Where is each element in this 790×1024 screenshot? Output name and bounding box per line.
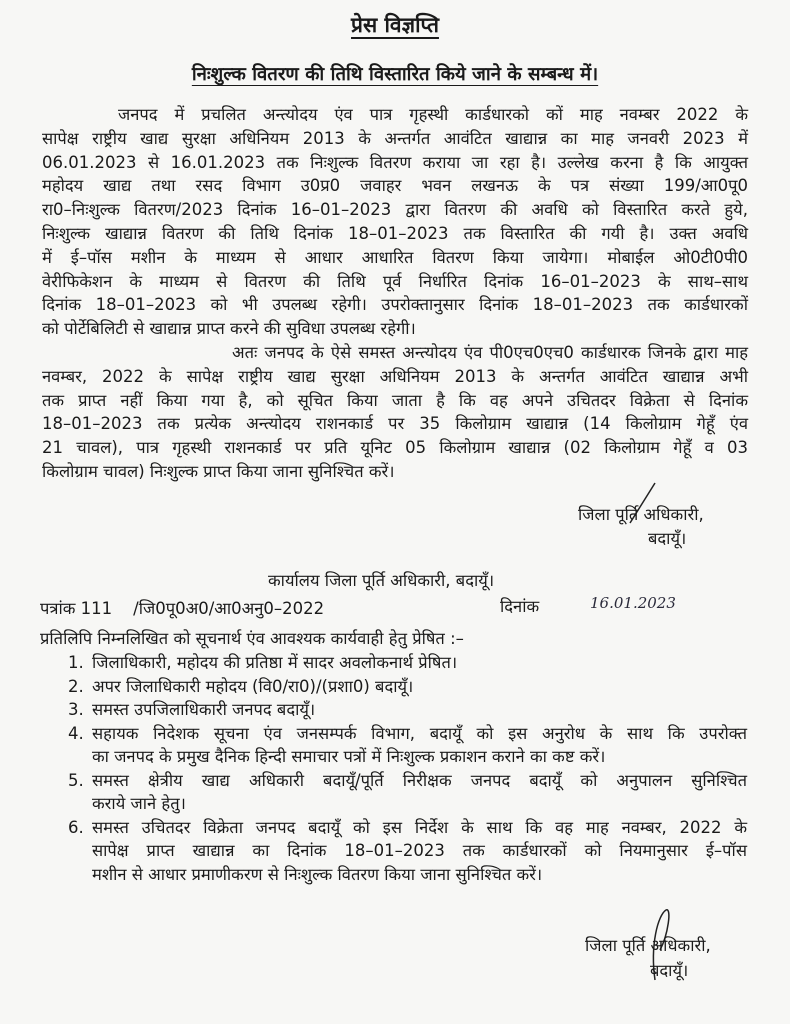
list-item-line: कराये जाने हेतु।: [92, 794, 186, 813]
paragraph-line: 21 चावल), पात्र गृहस्थी राशनकार्ड पर प्रति यूनिट 05 किलोग्राम खाद्यान्न (02 किलोग्राम गेहूँ व 03: [42, 438, 748, 458]
list-number: 4.: [68, 723, 84, 743]
date-label: दिनांक: [500, 597, 540, 616]
list-item-line: समस्त उपजिलाधिकारी जनपद बदायूँ।: [92, 700, 316, 719]
paragraph-line: नवम्बर, 2022 के सापेक्ष राष्ट्रीय खाद्य सुरक्षा अधिनियम 2013 के अन्तर्गत आवंटित खाद्यान्न अभी: [42, 366, 748, 386]
list-item-line: जिलाधिकारी, महोदय की प्रतिष्ठा में सादर अवलोकनार्थ प्रेषित।: [92, 653, 458, 672]
paragraph-line: जनपद में प्रचलित अन्त्योदय एंव पात्र गृहस्थी कार्डधारको कों माह नवम्बर 2022 के: [118, 105, 748, 124]
paragraph-line: किलोग्राम चावल) निःशुल्क प्राप्त किया जाना सुनिश्चित करें।: [42, 462, 395, 481]
signature-1-designation: जिला पूर्ति अधिकारी,: [578, 505, 704, 524]
list-item-line: समस्त क्षेत्रीय खाद्य अधिकारी बदायूँ/पूर्ति निरीक्षक जनपद बदायूँ को अनुपालन सुनिश्चित: [92, 770, 747, 790]
paragraph-line: निःशुल्क खाद्यान्न वितरण की तिथि दिनांक 18–01–2023 तक विस्तारित की गयी है। उक्त अवधि: [42, 224, 748, 243]
signature-2-place: बदायूँ।: [650, 961, 689, 980]
paragraph-line: 18–01–2023 तक प्रत्येक अन्त्योदय राशनकार्ड पर 35 किलोग्राम खाद्यान्न (14 किलोग्राम गेहूँ एंव: [42, 414, 748, 434]
list-item-line: सहायक निदेशक सूचना एंव जनसम्पर्क विभाग, बदायूँ को इस अनुरोध के साथ कि उपरोक्त: [92, 723, 747, 743]
signature-1-place: बदायूँ।: [648, 529, 687, 548]
paragraph-line: तक प्राप्त नहीं किया गया है, को सूचित किया जाता है कि वह अपने उचितदर विक्रेता से दिनांक: [42, 390, 748, 410]
paragraph-line: रा0–निःशुल्क वितरण/2023 दिनांक 16–01–2023 द्वारा वितरण की अवधि को विस्तारित करते हुये,: [42, 200, 748, 220]
list-item-line: सापेक्ष प्राप्त खाद्यान्न का दिनांक 18–01–2023 तक कार्डधारकों को नियमानुसार ई–पॉस: [92, 841, 747, 860]
page-title: [0, 14, 790, 36]
list-item-line: समस्त उचितदर विक्रेता जनपद बदायूँ को इस निर्देश के साथ कि वह माह नवम्बर, 2022 के: [92, 817, 747, 837]
paragraph-line: अतः जनपद के ऐसे समस्त अन्त्योदय एंव पी0एच0एच0 कार्डधारक जिनके द्वारा माह: [232, 343, 748, 362]
subject-heading: [0, 64, 790, 86]
list-item-line: का जनपद के प्रमुख दैनिक हिन्दी समाचार पत्रों में निःशुल्क प्रकाशन कराने का कष्ट करें।: [92, 747, 606, 766]
paragraph-line: को पोर्टेबिलिटी से खाद्यान्न प्राप्त करने की सुविधा उपलब्ध रहेगी।: [42, 319, 416, 339]
list-item-line: अपर जिलाधिकारी महोदय (वि0/रा0)/(प्रशा0) बदायूँ।: [92, 676, 414, 696]
paragraph-line: महोदय खाद्य तथा रसद विभाग उ0प्र0 जवाहर भवन लखनऊ के पत्र संख्या 199/आ0पू0: [42, 176, 748, 196]
list-number: 1.: [68, 653, 84, 672]
title-text: प्रेस विज्ञप्ति: [351, 13, 439, 37]
list-number: 5.: [68, 770, 84, 790]
signature-2-designation: जिला पूर्ति अधिकारी,: [585, 936, 711, 955]
paragraph-line: 06.01.2023 से 16.01.2023 तक निःशुल्क वितरण कराया जा रहा है। उल्लेख करना है कि आयुक्त: [42, 152, 748, 172]
subject-text: निःशुल्क वितरण की तिथि विस्तारित किये जाने के सम्बन्ध में।: [191, 64, 599, 85]
paragraph-line: सापेक्ष राष्ट्रीय खाद्य सुरक्षा अधिनियम 2013 के अन्तर्गत आवंटित खाद्यान्न का माह जनवरी 2023 में: [42, 128, 748, 148]
list-number: 3.: [68, 700, 84, 719]
copy-intro: प्रतिलिपि निम्नलिखित को सूचनार्थ एंव आवश्यक कार्यवाही हेतु प्रेषित :–: [40, 629, 464, 648]
office-name: कार्यालय जिला पूर्ति अधिकारी, बदायूँ।: [268, 571, 495, 590]
paragraph-line: में ई–पॉस मशीन के माध्यम से आधार आधारित वितरण किया जायेगा। मोबाईल ओ0टी0पी0: [42, 247, 748, 267]
letter-number: पत्रांक 111 /जि0पू0अ0/आ0अनु0–2022: [40, 599, 325, 618]
paragraph-line: वेरीफिकेशन के माध्यम से वितरण की तिथि पूर्व निर्धारित दिनांक 16–01–2023 के साथ–साथ: [42, 271, 748, 291]
paragraph-line: दिनांक 18–01–2023 को भी उपलब्ध रहेगी। उपरोक्तानुसार दिनांक 18–01–2023 तक कार्डधारकों: [42, 295, 748, 315]
list-item-line: मशीन से आधार प्रमाणीकरण से निःशुल्क वितरण किया जाना सुनिश्चित करें।: [92, 864, 543, 884]
list-number: 6.: [68, 817, 84, 837]
list-number: 2.: [68, 676, 84, 696]
date-value: 16.01.2023: [590, 594, 676, 612]
